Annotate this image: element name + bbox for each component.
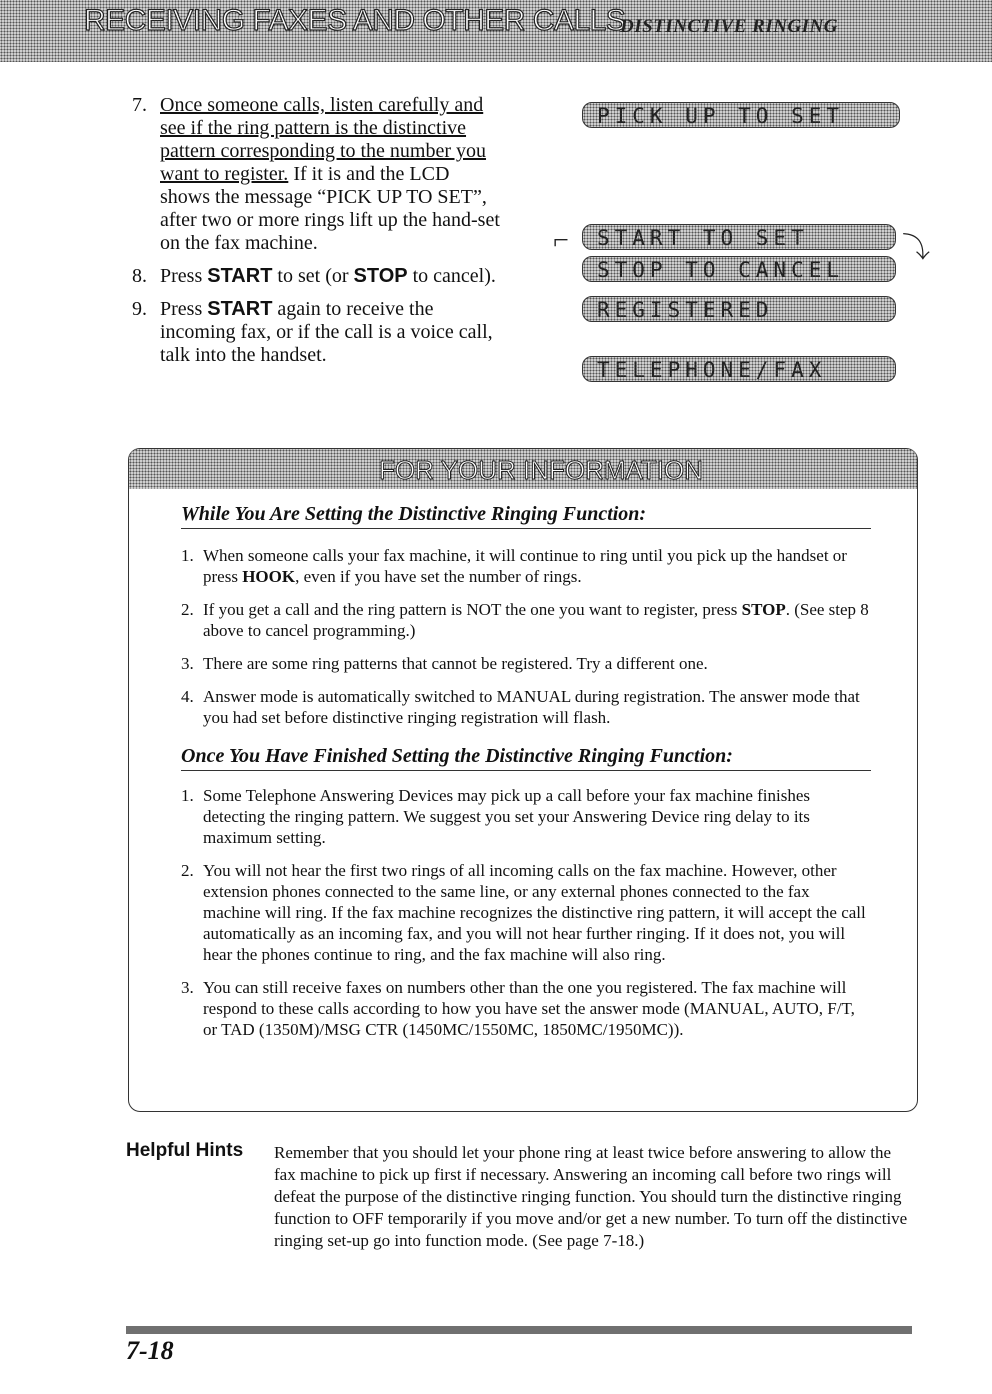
step-text: to cancel). <box>407 265 496 287</box>
start-key-label: START <box>207 298 273 320</box>
info-list-setting <box>181 545 871 740</box>
item-text: Answer mode is automatically switched to MANUAL during registration. The answer mode that you had set before distinctive ringing registration will flash. <box>203 687 860 727</box>
lcd-start-to-set: START TO SET <box>582 224 896 250</box>
list-item <box>181 653 871 674</box>
item-number: 2. <box>181 861 194 880</box>
list-item <box>181 860 871 965</box>
section-title: DISTINCTIVE RINGING <box>620 16 839 37</box>
info-list-finished <box>181 785 871 1052</box>
footer-rule <box>126 1326 912 1334</box>
info-box <box>128 448 918 1112</box>
item-text: There are some ring patterns that cannot be registered. Try a different one. <box>203 654 708 673</box>
step-7 <box>132 94 502 255</box>
chapter-title: RECEIVING FAXES AND OTHER CALLS <box>84 4 626 37</box>
item-text: , even if you have set the number of rings. <box>295 567 582 586</box>
list-item <box>181 599 871 641</box>
step-text: If it is and the LCD shows the message “PICK UP TO SET”, after two or more rings lift up the hand-set on the fax machine. <box>160 163 500 254</box>
info-subheading-finished: Once You Have Finished Setting the Distinctive Ringing Function: <box>181 745 871 771</box>
steps-list <box>132 94 502 377</box>
item-text: You will not hear the first two rings of all incoming calls on the fax machine. However, other extension phones connected to the same line, or any external phones connected to the fax machine will ring. If the fax machine recognizes the distinctive ring pattern, it will accept the call automatically as an incoming fax, and you will not hear further ringing. If it does not, you will hear the phones continue to ring, and the fax machine will also ring. <box>203 861 866 964</box>
item-text: When someone calls your fax machine, it will continue to ring until you pick up the handset or press <box>203 546 847 586</box>
item-text: Some Telephone Answering Devices may pick up a call before your fax machine finishes detecting the ringing pattern. We suggest you set your Answering Device ring delay to its maximum setting. <box>203 786 811 847</box>
item-number: 3. <box>181 654 194 673</box>
step-number: 9. <box>132 298 147 320</box>
stop-key-label: STOP <box>353 265 408 287</box>
step-number: 7. <box>132 94 147 116</box>
item-number: 2. <box>181 600 194 619</box>
start-key-label: START <box>207 265 273 287</box>
item-text: If you get a call and the ring pattern is NOT the one you want to register, press <box>203 600 742 619</box>
step-text: Press <box>160 265 208 287</box>
step-number: 8. <box>132 265 147 287</box>
page-header <box>0 0 992 62</box>
lcd-telephone-fax: TELEPHONE/FAX <box>582 356 896 382</box>
helpful-hints-label: Helpful Hints <box>126 1140 244 1161</box>
step-8 <box>132 265 502 288</box>
info-banner-title: FOR YOUR INFORMATION <box>379 455 704 485</box>
lcd-registered: REGISTERED <box>582 296 896 322</box>
item-number: 4. <box>181 687 194 706</box>
hook-key-label: HOOK <box>242 567 296 586</box>
info-subheading-setting: While You Are Setting the Distinctive Ringing Function: <box>181 503 871 529</box>
page-number: 7-18 <box>126 1336 174 1365</box>
helpful-hints-text: Remember that you should let your phone ring at least twice before answering to allow the fax machine to pick up first if necessary. Answering an incoming call before two rings will defeat the purpose of the distinctive ringing function. You should turn the distinctive ringing function to OFF temporarily if you move and/or get a new number. To turn off the distinctive ringing set-up go into function mode. (See page 7-18.) <box>274 1143 908 1250</box>
list-item <box>181 545 871 587</box>
lcd-stop-to-cancel: STOP TO CANCEL <box>582 256 896 282</box>
step-emphasis: Once someone calls, listen carefully and see if the ring pattern is the distinctive pattern corresponding to the number you want to register. <box>160 94 487 185</box>
list-item <box>181 785 871 848</box>
arrow-right-icon: ⤵ <box>902 233 931 264</box>
info-banner <box>129 449 917 489</box>
step-9 <box>132 298 502 367</box>
step-text: Press <box>160 298 208 320</box>
item-text: You can still receive faxes on numbers other than the one you registered. The fax machine will respond to these calls according to how you have set the answer mode (MANUAL, AUTO, F/T, or TAD (1350M)/MSG CTR (1450MC/1550MC, 1850MC/1950MC)). <box>203 978 855 1039</box>
step-text: again to receive the incoming fax, or if the call is a voice call, talk into the handset. <box>160 298 493 366</box>
arrow-left-icon: ⌐ <box>553 225 569 256</box>
list-item <box>181 977 871 1040</box>
item-number: 1. <box>181 786 194 805</box>
stop-key-label: STOP <box>741 600 786 619</box>
item-number: 3. <box>181 978 194 997</box>
item-number: 1. <box>181 546 194 565</box>
item-text: . (See step 8 above to cancel programming.) <box>203 600 869 640</box>
list-item <box>181 686 871 728</box>
step-text: to set (or <box>272 265 354 287</box>
lcd-pick-up-to-set: PICK UP TO SET <box>582 102 900 128</box>
